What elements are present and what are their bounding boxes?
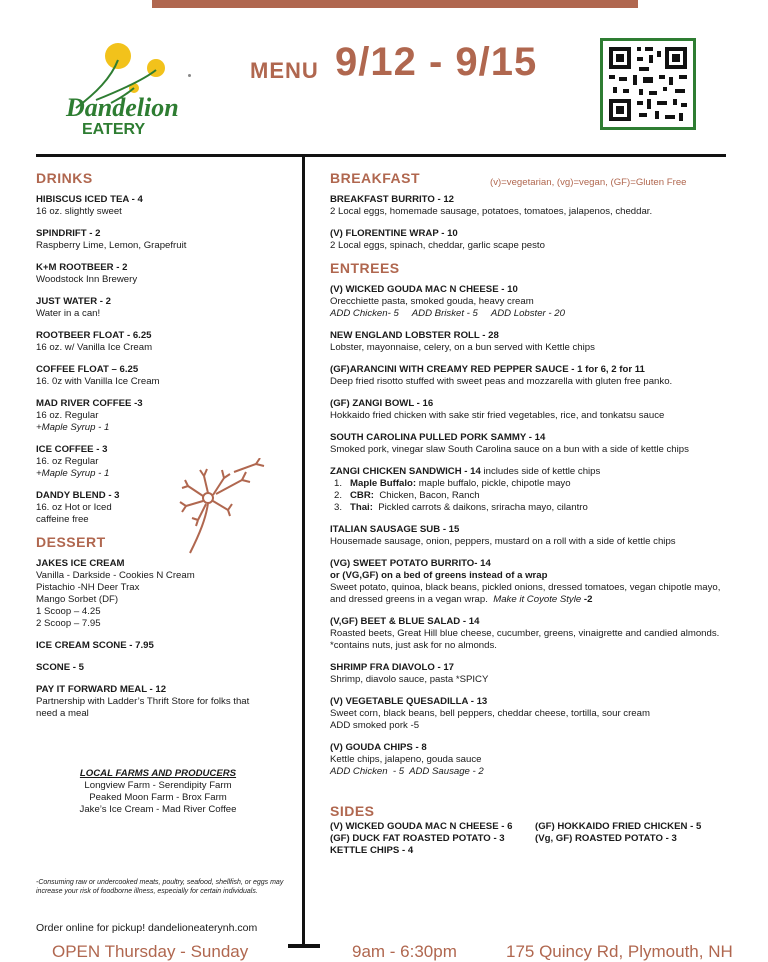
item-name: JAKES ICE CREAM (36, 558, 125, 569)
item-name: ROOTBEER FLOAT - 6.25 (36, 330, 152, 341)
menu-item (330, 398, 730, 422)
order-online-link[interactable]: Order online for pickup! dandelioneaterynh.com (36, 922, 258, 934)
item-desc: 2 Local eggs, spinach, cheddar, garlic scape pesto (330, 240, 545, 251)
item-note: includes side of kettle chips (480, 466, 601, 477)
side-item: KETTLE CHIPS - 4 (330, 845, 414, 856)
side-item: (GF) HOKKAIDO FRIED CHICKEN - 5 (535, 821, 702, 832)
item-name: K+M ROOTBEER - 2 (36, 262, 128, 273)
item-name: BREAKFAST BURRITO - 12 (330, 194, 455, 205)
menu-item (330, 228, 730, 252)
header-divider (36, 154, 726, 157)
left-column (36, 172, 294, 730)
item-name: SCONE - 5 (36, 662, 84, 673)
sides-grid (330, 821, 730, 857)
farms-line: Longview Farm - Serendipity Farm (84, 780, 232, 791)
item-name: (GF)ARANCINI WITH CREAMY RED PEPPER SAUCE - 1 for 6, 2 for 11 (330, 364, 645, 375)
footer-address: 175 Quincy Rd, Plymouth, NH (506, 942, 733, 961)
item-name: ZANGI CHICKEN SANDWICH - 14 (330, 466, 481, 477)
menu-label: MENU (250, 58, 319, 83)
menu-item (330, 616, 730, 652)
entrees-heading: ENTREES (330, 260, 400, 276)
item-addons: ADD Chicken - 5 ADD Sausage - 2 (330, 766, 484, 777)
item-name-alt: or (VG,GF) on a bed of greens instead of a wrap (330, 570, 548, 581)
dandelion-eatery-logo (56, 38, 186, 138)
item-desc: Orecchiette pasta, smoked gouda, heavy cream (330, 296, 534, 307)
menu-item (330, 284, 730, 320)
farms-title: LOCAL FARMS AND PRODUCERS (79, 768, 237, 779)
drinks-heading: DRINKS (36, 170, 93, 186)
item-name: ICE CREAM SCONE - 7.95 (36, 640, 154, 651)
menu-item (36, 398, 294, 434)
item-desc: Vanilla - Darkside - Cookies N Cream (36, 570, 195, 581)
menu-item (330, 466, 730, 514)
side-item: (GF) DUCK FAT ROASTED POTATO - 3 (330, 833, 505, 844)
item-desc: Shrimp, diavolo sauce, pasta *SPICY (330, 674, 489, 685)
item-name: SPINDRIFT - 2 (36, 228, 101, 239)
item-desc: Water in a can! (36, 308, 101, 319)
item-desc: Hokkaido fried chicken with sake stir fried vegetables, rice, and tonkatsu sauce (330, 410, 665, 421)
item-desc: 1 Scoop – 4.25 (36, 606, 101, 617)
farms-line: Jake’s Ice Cream - Mad River Coffee (79, 804, 237, 815)
farms-line: Peaked Moon Farm - Brox Farm (89, 792, 227, 803)
menu-item (36, 364, 294, 388)
item-desc: Raspberry Lime, Lemon, Grapefruit (36, 240, 187, 251)
menu-item (36, 662, 294, 674)
menu-item (330, 524, 730, 548)
item-name: ITALIAN SAUSAGE SUB - 15 (330, 524, 460, 535)
menu-item (36, 640, 294, 652)
sides-section (330, 805, 730, 857)
menu-item (36, 228, 294, 252)
item-desc: Deep fried risotto stuffed with sweet peas and mozzarella with gluten free panko. (330, 376, 673, 387)
food-safety-disclaimer: -Consuming raw or undercooked meats, poultry, seafood, shellfish, or eggs may increase your risk of foodborne illness, especially for certain individuals. (36, 879, 284, 895)
qr-code-icon[interactable] (600, 38, 696, 130)
breakfast-heading: BREAKFAST (330, 170, 421, 186)
side-item: (Vg, GF) ROASTED POTATO - 3 (535, 833, 677, 844)
item-desc: +Maple Syrup - 1 (36, 422, 110, 433)
item-name: (V) FLORENTINE WRAP - 10 (330, 228, 458, 239)
item-desc: 16. oz Regular (36, 456, 99, 467)
menu-item (330, 194, 730, 218)
item-name: HIBISCUS ICED TEA - 4 (36, 194, 143, 205)
item-desc: Pistachio -NH Deer Trax (36, 582, 140, 593)
breakfast-list (330, 194, 730, 252)
menu-item (330, 432, 730, 456)
footer-open-days: OPEN Thursday - Sunday (52, 942, 249, 961)
item-desc: Lobster, mayonnaise, celery, on a bun served with Kettle chips (330, 342, 595, 353)
item-name: (V) GOUDA CHIPS - 8 (330, 742, 427, 753)
item-desc: 16 oz. Regular (36, 410, 99, 421)
sandwich-option: 1. Maple Buffalo: maple buffalo, pickle, chipotle mayo (334, 478, 571, 489)
right-column (330, 172, 730, 788)
item-name: JUST WATER - 2 (36, 296, 111, 307)
top-accent-bar (152, 0, 638, 8)
dessert-list (36, 558, 294, 720)
menu-item (36, 262, 294, 286)
menu-item (330, 662, 730, 686)
item-name: SOUTH CAROLINA PULLED PORK SAMMY - 14 (330, 432, 546, 443)
item-desc: 16. oz Hot or Iced (36, 502, 112, 513)
sandwich-option: 2. CBR: Chicken, Bacon, Ranch (334, 490, 480, 501)
item-name: SHRIMP FRA DIAVOLO - 17 (330, 662, 455, 673)
menu-item (36, 558, 294, 630)
item-name: MAD RIVER COFFEE -3 (36, 398, 143, 409)
item-desc: Woodstock Inn Brewery (36, 274, 138, 285)
menu-item (36, 684, 294, 720)
item-name: DANDY BLEND - 3 (36, 490, 120, 501)
menu-item (36, 194, 294, 218)
svg-text:Dandelion: Dandelion (66, 93, 179, 122)
coyote-price: -2 (583, 594, 593, 605)
svg-text:EATERY: EATERY (82, 121, 146, 138)
item-desc: Partnership with Ladder’s Thrift Store for folks that (36, 696, 250, 707)
footer-hours: 9am - 6:30pm (352, 942, 457, 961)
item-desc: Sweet corn, black beans, bell peppers, cheddar cheese, tortilla, sour cream (330, 708, 650, 719)
diet-legend: (v)=vegetarian, (vg)=vegan, (GF)=Gluten Free (490, 177, 687, 188)
menu-item (330, 696, 730, 732)
item-desc: 2 Scoop – 7.95 (36, 618, 101, 629)
item-desc: Kettle chips, jalapeno, gouda sauce (330, 754, 482, 765)
sandwich-options (330, 478, 730, 514)
item-desc: Roasted beets, Great Hill blue cheese, cucumber, greens, vinaigrette and candied almonds. *contains nuts, just ask for no almonds. (330, 628, 720, 651)
menu-dates: 9/12 - 9/15 (335, 40, 538, 84)
menu-item (330, 558, 730, 606)
item-desc: caffeine free (36, 514, 89, 525)
item-desc: 16. 0z with Vanilla Ice Cream (36, 376, 160, 387)
item-name: NEW ENGLAND LOBSTER ROLL - 28 (330, 330, 499, 341)
item-name: ICE COFFEE - 3 (36, 444, 108, 455)
item-desc: Smoked pork, vinegar slaw South Carolina sauce on a bun with a side of kettle chips (330, 444, 689, 455)
item-name: (VG) SWEET POTATO BURRITO- 14 (330, 558, 491, 569)
item-name: (GF) ZANGI BOWL - 16 (330, 398, 434, 409)
item-desc: Sweet potato, quinoa, black beans, pickled onions, dressed tomatoes, vegan chipotle mayo, and dressed greens in a vegan wrap. (330, 582, 721, 605)
item-desc: Mango Sorbet (DF) (36, 594, 119, 605)
item-name: (V) VEGETABLE QUESADILLA - 13 (330, 696, 488, 707)
column-divider (302, 154, 305, 948)
dandelion-seedhead-icon (176, 458, 272, 558)
coyote-style: Make it Coyote Style (493, 594, 582, 605)
item-desc: 16 oz. w/ Vanilla Ice Cream (36, 342, 153, 353)
item-name: PAY IT FORWARD MEAL - 12 (36, 684, 167, 695)
item-desc: 16 oz. slightly sweet (36, 206, 122, 217)
menu-item (330, 742, 730, 778)
local-farms (36, 768, 280, 816)
item-desc: 2 Local eggs, homemade sausage, potatoes, tomatoes, jalapenos, cheddar. (330, 206, 653, 217)
decorative-dot (188, 74, 191, 77)
menu-item (36, 330, 294, 354)
item-desc: Housemade sausage, onion, peppers, mustard on a roll with a side of kettle chips (330, 536, 676, 547)
item-addon: ADD smoked pork -5 (330, 720, 420, 731)
menu-item (330, 364, 730, 388)
item-addons: ADD Chicken- 5 ADD Brisket - 5 ADD Lobster - 20 (330, 308, 565, 319)
column-divider-cap (288, 944, 320, 948)
item-name: (V,GF) BEET & BLUE SALAD - 14 (330, 616, 480, 627)
sandwich-option: 3. Thai: Pickled carrots & daikons, sriracha mayo, cilantro (334, 502, 588, 513)
dessert-heading: DESSERT (36, 534, 106, 550)
item-desc: +Maple Syrup - 1 (36, 468, 110, 479)
item-name: COFFEE FLOAT – 6.25 (36, 364, 139, 375)
item-desc: need a meal (36, 708, 89, 719)
menu-item (36, 296, 294, 320)
sides-heading: SIDES (330, 803, 375, 819)
item-name: (V) WICKED GOUDA MAC N CHEESE - 10 (330, 284, 518, 295)
menu-item (330, 330, 730, 354)
side-item: (V) WICKED GOUDA MAC N CHEESE - 6 (330, 821, 513, 832)
